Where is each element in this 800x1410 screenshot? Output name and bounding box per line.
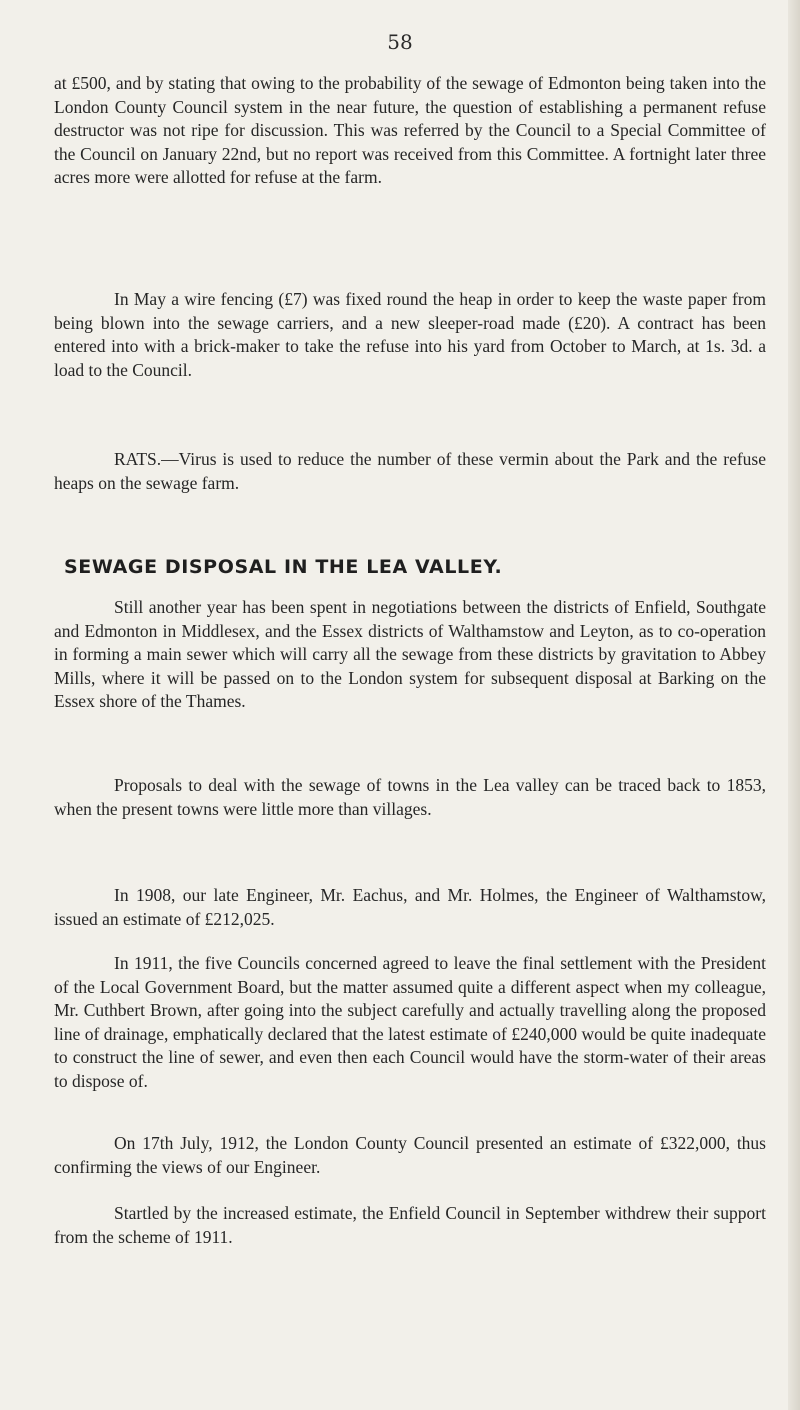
paragraph-text: Still another year has been spent in negotiations between the districts of Enfield, Southgate and Edmonton in Middlesex, and the Essex districts of Walthamstow and Leyton, as to co-operation in forming a main sewer which will carry all the sewage from these districts by gravitation to Abbey Mills, where it will be passed on to the London system for subsequent disposal at Barking on the Essex shore of the Thames. [54, 597, 766, 711]
paragraph-estimate-1908 [54, 884, 766, 931]
paragraph-wire-fencing [54, 288, 766, 382]
paragraph-text: at £500, and by stating that owing to the probability of the sewage of Edmonton being taken into the London County Council system in the near future, the question of establishing a permanent refuse destructor was not ripe for discussion. This was referred by the Council to a Special Committee of the Council on January 22nd, but no report was received from this Committee. A fortnight later three acres more were allotted for refuse at the farm. [54, 73, 766, 187]
paragraph-proposals-1853 [54, 774, 766, 821]
page-edge-shadow [788, 0, 800, 1410]
paragraph-text: On 17th July, 1912, the London County Council presented an estimate of £322,000, thus confirming the views of our Engineer. [54, 1133, 766, 1177]
paragraph-text: Proposals to deal with the sewage of towns in the Lea valley can be traced back to 1853, when the present towns were little more than villages. [54, 775, 766, 819]
paragraph-text: Startled by the increased estimate, the Enfield Council in September withdrew their support from the scheme of 1911. [54, 1203, 766, 1247]
paragraph-negotiations [54, 596, 766, 714]
paragraph-rats [54, 448, 766, 495]
paragraph-text: In May a wire fencing (£7) was fixed round the heap in order to keep the waste paper from being blown into the sewage carriers, and a new sleeper-road made (£20). A contract has been entered into with a brick-maker to take the refuse into his yard from October to March, at 1s. 3d. a load to the Council. [54, 289, 766, 380]
paragraph-lcc-estimate-1912 [54, 1132, 766, 1179]
paragraph-refuse-destructor [54, 72, 766, 190]
paragraph-enfield-withdrawal [54, 1202, 766, 1249]
paragraph-councils-1911 [54, 952, 766, 1093]
section-heading: SEWAGE DISPOSAL IN THE LEA VALLEY. [64, 556, 503, 578]
paragraph-text: In 1908, our late Engineer, Mr. Eachus, and Mr. Holmes, the Engineer of Walthamstow, issued an estimate of £212,025. [54, 885, 766, 929]
paragraph-text: In 1911, the five Councils concerned agreed to leave the final settlement with the President of the Local Government Board, but the matter assumed quite a different aspect when my colleague, Mr. Cuthbert Brown, after going into the subject carefully and actually travelling along the proposed line of drainage, emphatically declared that the latest estimate of £240,000 would be quite inadequate to construct the line of sewer, and even then each Council would have the storm-water of their areas to dispose of. [54, 953, 766, 1091]
page-number: 58 [387, 30, 413, 54]
paragraph-text: RATS.—Virus is used to reduce the number of these vermin about the Park and the refuse heaps on the sewage farm. [54, 449, 766, 493]
